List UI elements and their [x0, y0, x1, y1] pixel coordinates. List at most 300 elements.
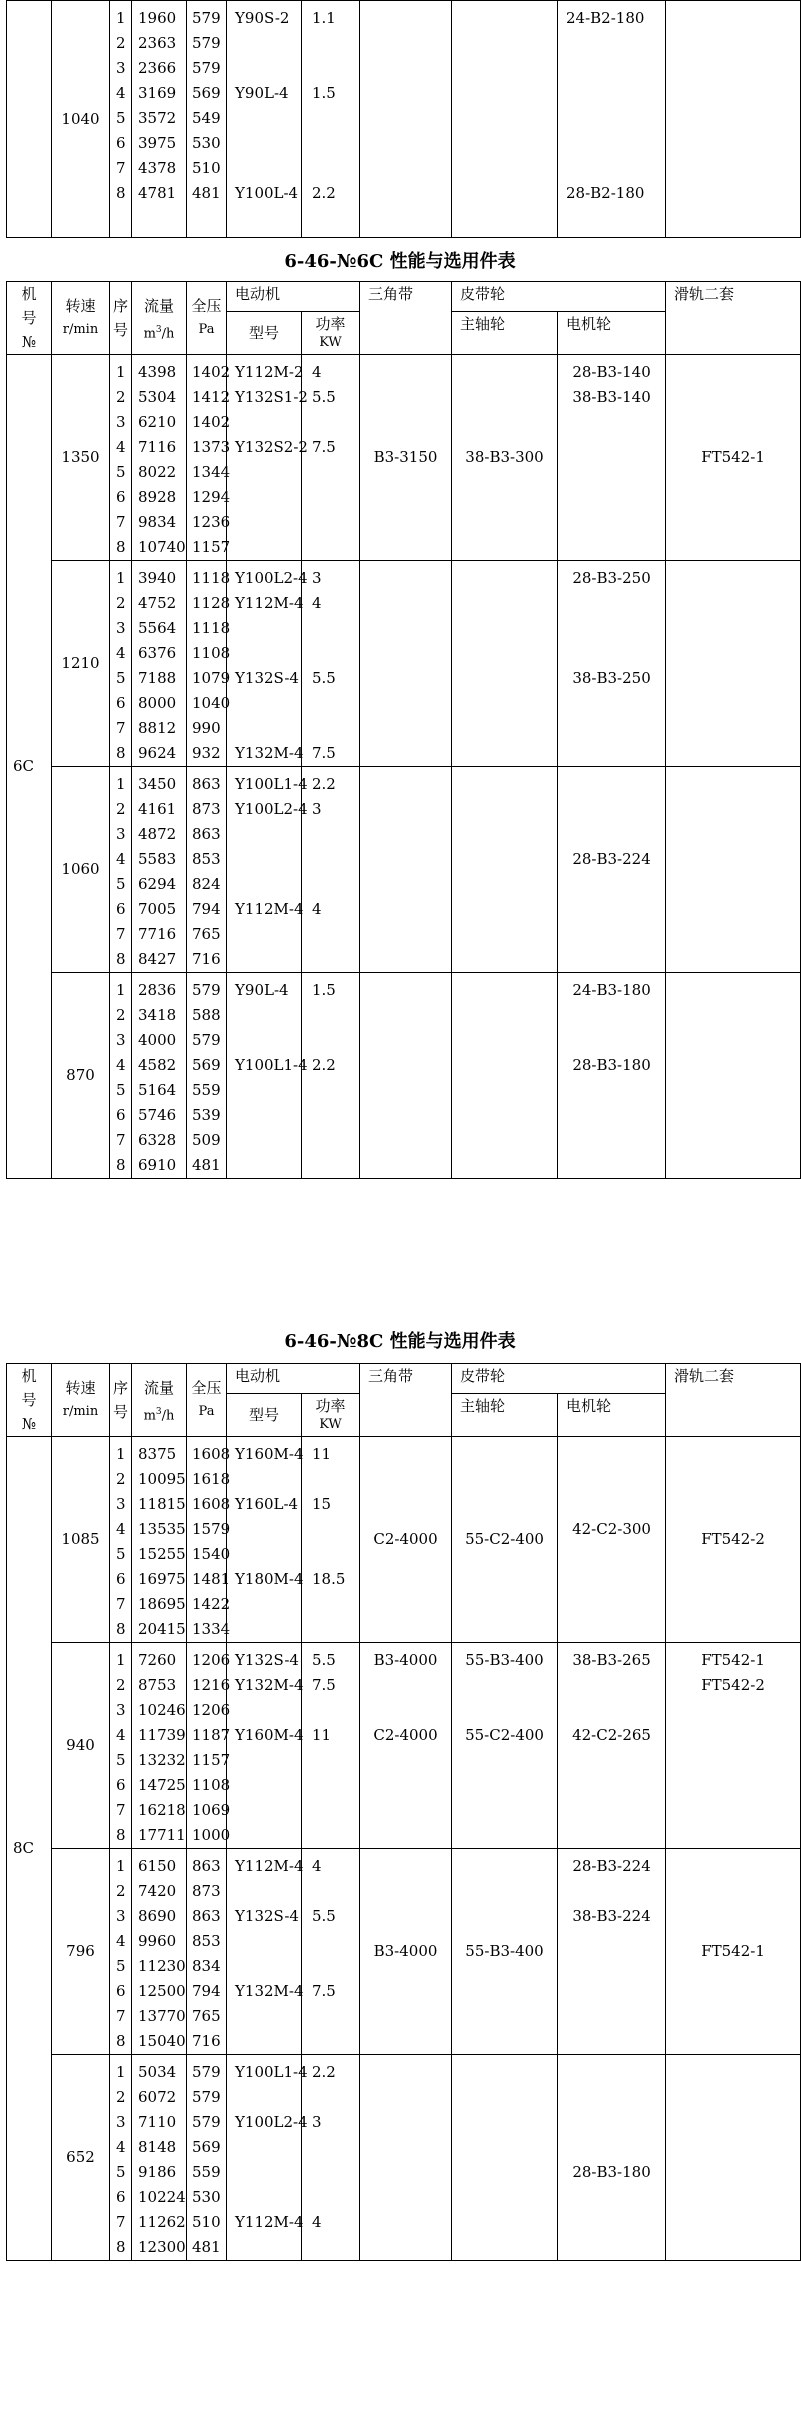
rail-cell: FT542-1	[666, 1849, 801, 2055]
motor-model-value: Y132S-4	[235, 1651, 299, 1669]
main-shaft-value	[452, 1748, 557, 1773]
motor-wheel-value	[558, 1567, 665, 1592]
vbelt-value	[360, 1823, 451, 1848]
header-seq: 序 号	[110, 282, 132, 355]
motor-model-value: Y160M-4	[235, 1445, 304, 1463]
rail-value: FT542-1	[701, 1651, 765, 1669]
seq-value: 4	[116, 2138, 126, 2156]
pressure-value: 579	[192, 1031, 221, 1049]
vbelt-value	[360, 1748, 451, 1773]
motor-kw-value	[302, 1153, 359, 1178]
motor-wheel-value	[558, 872, 665, 897]
header-motor: 电动机	[227, 282, 360, 312]
flow-value: 5304	[138, 388, 177, 406]
speed-group-row	[7, 355, 801, 561]
motor-kw-value	[302, 2185, 359, 2210]
header-pressure: 全压 Pa	[187, 1364, 227, 1437]
motor-model-value: Y132S-4	[235, 1907, 299, 1925]
pressure-value: 1294	[192, 488, 231, 506]
seq-value: 2	[116, 388, 126, 406]
seq-value: 1	[116, 1445, 126, 1463]
flow-value: 11815	[138, 1495, 186, 1513]
seq-value: 6	[116, 900, 126, 918]
flow-value: 4872	[138, 825, 177, 843]
motor-model-value: Y100L2-4	[235, 2113, 308, 2131]
motor-kw-value: 3	[312, 569, 322, 587]
motor-wheel-value	[558, 1748, 665, 1773]
speed-group-row	[7, 973, 801, 1179]
pressure-list	[187, 767, 227, 973]
motor-model-value	[227, 922, 301, 947]
seq-value: 5	[116, 463, 126, 481]
motor-model-value: Y132M-4	[235, 1982, 304, 2000]
seq-value: 5	[116, 1957, 126, 1975]
seq-value: 3	[116, 1031, 126, 1049]
motor-model-value: Y100L2-4	[235, 569, 308, 587]
flow-value: 8148	[138, 2138, 177, 2156]
flow-value: 4378	[138, 159, 177, 177]
motor-kw-value	[302, 641, 359, 666]
pressure-value: 569	[192, 84, 221, 102]
motor-kw-value	[302, 691, 359, 716]
flow-value: 5746	[138, 1106, 177, 1124]
motor-kw-value	[302, 716, 359, 741]
motor-model-list	[227, 1849, 302, 2055]
motor-kw-value	[302, 947, 359, 972]
flow-value: 5164	[138, 1081, 177, 1099]
seq-value: 2	[116, 2088, 126, 2106]
motor-wheel-list	[558, 1643, 666, 1849]
speed-group-row	[7, 1849, 801, 2055]
motor-wheel-value	[558, 1698, 665, 1723]
motor-wheel-value: 28-B3-180	[572, 1056, 651, 1074]
vbelt-value: C2-4000	[373, 1726, 438, 1744]
motor-model-value	[227, 2135, 301, 2160]
motor-kw-value	[302, 1128, 359, 1153]
motor-kw-value	[302, 1879, 359, 1904]
flow-value: 17711	[138, 1826, 186, 1844]
pressure-value: 549	[192, 109, 221, 127]
flow-list	[132, 2055, 187, 2261]
main-shaft-value	[452, 1773, 557, 1798]
flow-value: 16975	[138, 1570, 186, 1588]
flow-value: 8427	[138, 950, 177, 968]
flow-value: 13232	[138, 1751, 186, 1769]
motor-model-value	[227, 106, 301, 131]
motor-wheel-value	[558, 1442, 665, 1467]
motor-model-value: Y132S1-2	[235, 388, 308, 406]
pressure-value: 863	[192, 1857, 221, 1875]
speed-cell: 796	[52, 1849, 110, 2055]
seq-list	[110, 2055, 132, 2261]
header-speed: 转速 r/min	[52, 282, 110, 355]
speed-cell: 1350	[52, 355, 110, 561]
speed-group-row	[7, 561, 801, 767]
seq-value: 1	[116, 775, 126, 793]
motor-wheel-value	[558, 1929, 665, 1954]
motor-kw-value: 5.5	[312, 669, 336, 687]
motor-model-value: Y112M-4	[235, 2213, 304, 2231]
motor-model-value	[227, 2160, 301, 2185]
motor-kw-value	[302, 1748, 359, 1773]
seq-value: 2	[116, 1676, 126, 1694]
seq-value: 8	[116, 538, 126, 556]
pressure-value: 1108	[192, 644, 231, 662]
flow-value: 6328	[138, 1131, 177, 1149]
motor-kw-list	[302, 561, 360, 767]
flow-value: 8812	[138, 719, 177, 737]
motor-wheel-value	[558, 1773, 665, 1798]
flow-value: 10095	[138, 1470, 186, 1488]
pressure-value: 863	[192, 775, 221, 793]
motor-model-list	[227, 561, 308, 767]
main-shaft-value	[452, 1698, 557, 1723]
header-pressure: 全压 Pa	[187, 282, 227, 355]
seq-value: 4	[116, 1726, 126, 1744]
motor-model-value	[227, 1798, 301, 1823]
motor-wheel-value	[558, 1979, 665, 2004]
motor-wheel-value	[558, 1153, 665, 1178]
rail-cell	[666, 973, 801, 1179]
motor-kw-value	[302, 1798, 359, 1823]
seq-value: 4	[116, 1520, 126, 1538]
header-motor-model: 型号	[227, 312, 302, 355]
pressure-value: 530	[192, 2188, 221, 2206]
motor-kw-value	[302, 1617, 359, 1642]
pressure-value: 932	[192, 744, 221, 762]
flow-value: 7420	[138, 1882, 177, 1900]
vbelt-cell	[360, 1, 452, 238]
motor-wheel-value: 24-B2-180	[566, 9, 645, 27]
pressure-value: 509	[192, 1131, 221, 1149]
motor-model-value: Y160M-4	[235, 1726, 304, 1744]
motor-kw-list	[302, 1643, 360, 1849]
motor-wheel-value	[558, 2085, 665, 2110]
motor-kw-value	[302, 56, 359, 81]
flow-value: 2363	[138, 34, 177, 52]
pressure-value: 1069	[192, 1801, 231, 1819]
motor-wheel-value	[558, 1467, 665, 1492]
flow-value: 1960	[138, 9, 177, 27]
motor-wheel-value: 42-C2-265	[572, 1726, 651, 1744]
pressure-value: 1118	[192, 569, 231, 587]
motor-wheel-value	[558, 131, 665, 156]
flow-value: 3418	[138, 1006, 177, 1024]
header-flow: 流量 $m^3/h$	[132, 1364, 187, 1437]
motor-kw-value	[302, 31, 359, 56]
flow-value: 4752	[138, 594, 177, 612]
pressure-value: 1118	[192, 619, 231, 637]
rail-value	[666, 1698, 800, 1723]
flow-value: 7188	[138, 669, 177, 687]
motor-kw-value: 3	[312, 2113, 322, 2131]
motor-kw-list	[302, 1849, 360, 2055]
motor-kw-value	[302, 1823, 359, 1848]
header-motor-wheel: 电机轮	[558, 1394, 666, 1437]
speed-cell: 1060	[52, 767, 110, 973]
flow-value: 3572	[138, 109, 177, 127]
motor-wheel-value	[558, 510, 665, 535]
motor-wheel-value	[558, 797, 665, 822]
table-8c-title: 6-46-№8C 性能与选用件表	[284, 1331, 516, 1352]
motor-kw-value: 4	[312, 594, 322, 612]
main-shaft-value	[452, 1673, 557, 1698]
motor-wheel-value	[558, 616, 665, 641]
flow-value: 11739	[138, 1726, 186, 1744]
motor-kw-list	[302, 2055, 360, 2261]
pressure-value: 1157	[192, 538, 231, 556]
flow-value: 7110	[138, 2113, 177, 2131]
motor-wheel-list	[558, 1, 666, 238]
motor-wheel-value: 28-B2-180	[566, 184, 645, 202]
flow-value: 4582	[138, 1056, 177, 1074]
flow-list	[132, 1643, 187, 1849]
motor-wheel-value	[558, 1492, 665, 1517]
motor-wheel-value	[558, 460, 665, 485]
motor-kw-value	[302, 106, 359, 131]
seq-value: 5	[116, 875, 126, 893]
motor-wheel-value	[558, 535, 665, 560]
motor-kw-value: 4	[312, 900, 322, 918]
motor-wheel-value	[558, 1078, 665, 1103]
motor-kw-value	[302, 922, 359, 947]
seq-value: 1	[116, 363, 126, 381]
flow-value: 20415	[138, 1620, 186, 1638]
seq-value: 5	[116, 669, 126, 687]
speed-group-row	[7, 1643, 801, 1849]
motor-model-value: Y100L2-4	[235, 800, 308, 818]
motor-kw-value: 3	[312, 800, 322, 818]
rail-cell	[666, 1, 801, 238]
pressure-value: 579	[192, 9, 221, 27]
seq-value: 5	[116, 1545, 126, 1563]
machine-no-cell: 8C	[7, 1437, 52, 2261]
motor-wheel-value	[558, 1542, 665, 1567]
seq-value: 7	[116, 925, 126, 943]
pressure-value: 873	[192, 800, 221, 818]
flow-value: 12500	[138, 1982, 186, 2000]
pressure-value: 1206	[192, 1701, 231, 1719]
pressure-value: 1344	[192, 463, 231, 481]
pressure-value: 1216	[192, 1676, 231, 1694]
motor-wheel-value: 24-B3-180	[572, 981, 651, 999]
header-speed: 转速 r/min	[52, 1364, 110, 1437]
pressure-value: 1334	[192, 1620, 231, 1638]
pressure-value: 1373	[192, 438, 231, 456]
seq-value: 8	[116, 1620, 126, 1638]
motor-model-value	[227, 1748, 301, 1773]
header-pulley: 皮带轮	[452, 282, 666, 312]
motor-wheel-value	[558, 2004, 665, 2029]
pressure-value: 579	[192, 59, 221, 77]
vbelt-cell: B3-3150	[360, 355, 452, 561]
seq-value: 4	[116, 1056, 126, 1074]
pressure-list	[187, 2055, 227, 2261]
pressure-value: 1608	[192, 1495, 231, 1513]
seq-list	[110, 1643, 132, 1849]
seq-value: 1	[116, 1651, 126, 1669]
seq-value: 7	[116, 1801, 126, 1819]
motor-wheel-value	[558, 485, 665, 510]
motor-wheel-list	[558, 1437, 666, 1643]
speed-group-row	[7, 2055, 801, 2261]
motor-kw-value	[302, 847, 359, 872]
machine-no-cell: 6C	[7, 355, 52, 1179]
motor-model-value	[227, 1153, 301, 1178]
seq-value: 6	[116, 694, 126, 712]
seq-value: 8	[116, 950, 126, 968]
header-rail: 滑轨二套	[666, 1364, 801, 1437]
motor-kw-value: 2.2	[312, 775, 336, 793]
seq-value: 3	[116, 2113, 126, 2131]
motor-wheel-value	[558, 591, 665, 616]
flow-value: 3940	[138, 569, 177, 587]
motor-wheel-value	[558, 106, 665, 131]
motor-kw-value: 5.5	[312, 1651, 336, 1669]
flow-value: 13770	[138, 2007, 186, 2025]
seq-value: 4	[116, 84, 126, 102]
flow-value: 5034	[138, 2063, 177, 2081]
flow-value: 10224	[138, 2188, 186, 2206]
motor-model-value: Y132S2-2	[235, 438, 308, 456]
seq-value: 4	[116, 438, 126, 456]
motor-model-value	[227, 2004, 301, 2029]
header-motor-wheel: 电机轮	[558, 312, 666, 355]
flow-value: 9624	[138, 744, 177, 762]
pressure-value: 1608	[192, 1445, 231, 1463]
seq-value: 4	[116, 850, 126, 868]
seq-value: 2	[116, 34, 126, 52]
motor-wheel-value	[558, 947, 665, 972]
rail-cell	[666, 561, 801, 767]
flow-value: 9186	[138, 2163, 177, 2181]
pressure-value: 716	[192, 2032, 221, 2050]
motor-kw-value	[302, 872, 359, 897]
seq-value: 1	[116, 2063, 126, 2081]
motor-wheel-value: 38-B3-140	[572, 388, 651, 406]
seq-list	[110, 561, 132, 767]
speed-cell: 1085	[52, 1437, 110, 1643]
motor-model-value	[227, 1103, 301, 1128]
flow-value: 4000	[138, 1031, 177, 1049]
rail-value	[666, 1748, 800, 1773]
pressure-value: 863	[192, 825, 221, 843]
motor-model-value	[227, 510, 301, 535]
flow-value: 7005	[138, 900, 177, 918]
main-shaft-cell: 55-B3-400	[452, 1849, 558, 2055]
flow-list	[132, 355, 187, 561]
seq-value: 5	[116, 1081, 126, 1099]
flow-value: 4398	[138, 363, 177, 381]
motor-model-value	[227, 1467, 301, 1492]
flow-list	[132, 767, 187, 973]
flow-list	[132, 1, 187, 238]
motor-kw-value	[302, 1467, 359, 1492]
motor-model-value: Y90L-4	[235, 84, 289, 102]
motor-wheel-value	[558, 922, 665, 947]
vbelt-value	[360, 1798, 451, 1823]
pressure-value: 481	[192, 2238, 221, 2256]
motor-kw-value: 18.5	[312, 1570, 346, 1588]
motor-kw-value	[302, 1003, 359, 1028]
seq-value: 3	[116, 1495, 126, 1513]
motor-model-list	[227, 1437, 302, 1643]
motor-model-value	[227, 485, 301, 510]
rail-list	[666, 1643, 801, 1849]
seq-list	[110, 1849, 132, 2055]
motor-kw-list	[302, 355, 360, 561]
header-main-shaft: 主轴轮	[452, 312, 558, 355]
motor-model-value	[227, 641, 301, 666]
motor-model-value	[227, 131, 301, 156]
motor-kw-list	[302, 767, 360, 973]
motor-wheel-value	[558, 741, 665, 766]
table-6c-title: 6-46-№6C 性能与选用件表	[284, 251, 516, 272]
flow-value: 7260	[138, 1651, 177, 1669]
motor-kw-value	[302, 1028, 359, 1053]
pressure-value: 1236	[192, 513, 231, 531]
motor-wheel-value: 28-B3-224	[572, 850, 651, 868]
header-vbelt: 三角带	[360, 282, 452, 355]
pressure-list	[187, 1849, 227, 2055]
pressure-value: 1402	[192, 413, 231, 431]
motor-model-value	[227, 947, 301, 972]
seq-value: 7	[116, 159, 126, 177]
motor-model-value: Y100L-4	[235, 184, 299, 202]
pressure-value: 559	[192, 2163, 221, 2181]
header-motor-power: 功率 KW	[302, 1394, 360, 1437]
motor-kw-list	[302, 1, 360, 238]
pressure-value: 579	[192, 34, 221, 52]
motor-wheel-value	[558, 56, 665, 81]
flow-value: 4161	[138, 800, 177, 818]
motor-kw-value: 7.5	[312, 744, 336, 762]
seq-value: 8	[116, 1156, 126, 1174]
seq-value: 1	[116, 981, 126, 999]
motor-model-list	[227, 973, 308, 1179]
motor-kw-value	[302, 2235, 359, 2260]
motor-model-value	[227, 872, 301, 897]
pressure-value: 510	[192, 159, 221, 177]
header-vbelt: 三角带	[360, 1364, 452, 1437]
motor-wheel-value: 28-B3-140	[572, 363, 651, 381]
machine-cell	[7, 1, 52, 238]
flow-value: 3975	[138, 134, 177, 152]
pressure-value: 510	[192, 2213, 221, 2231]
motor-wheel-value	[558, 2135, 665, 2160]
motor-model-value	[227, 1617, 301, 1642]
seq-value: 6	[116, 1776, 126, 1794]
seq-value: 8	[116, 744, 126, 762]
vbelt-cell	[360, 767, 452, 973]
speed-group-row	[7, 767, 801, 973]
seq-value: 6	[116, 1106, 126, 1124]
motor-wheel-list	[558, 973, 666, 1179]
flow-value: 6294	[138, 875, 177, 893]
seq-value: 7	[116, 719, 126, 737]
motor-wheel-value	[558, 822, 665, 847]
flow-value: 8022	[138, 463, 177, 481]
motor-kw-value	[302, 2029, 359, 2054]
motor-kw-value	[302, 2004, 359, 2029]
seq-value: 6	[116, 488, 126, 506]
rail-cell	[666, 767, 801, 973]
flow-value: 9834	[138, 513, 177, 531]
motor-model-value	[227, 616, 301, 641]
flow-value: 8375	[138, 1445, 177, 1463]
motor-wheel-value	[558, 156, 665, 181]
motor-wheel-value	[558, 2185, 665, 2210]
